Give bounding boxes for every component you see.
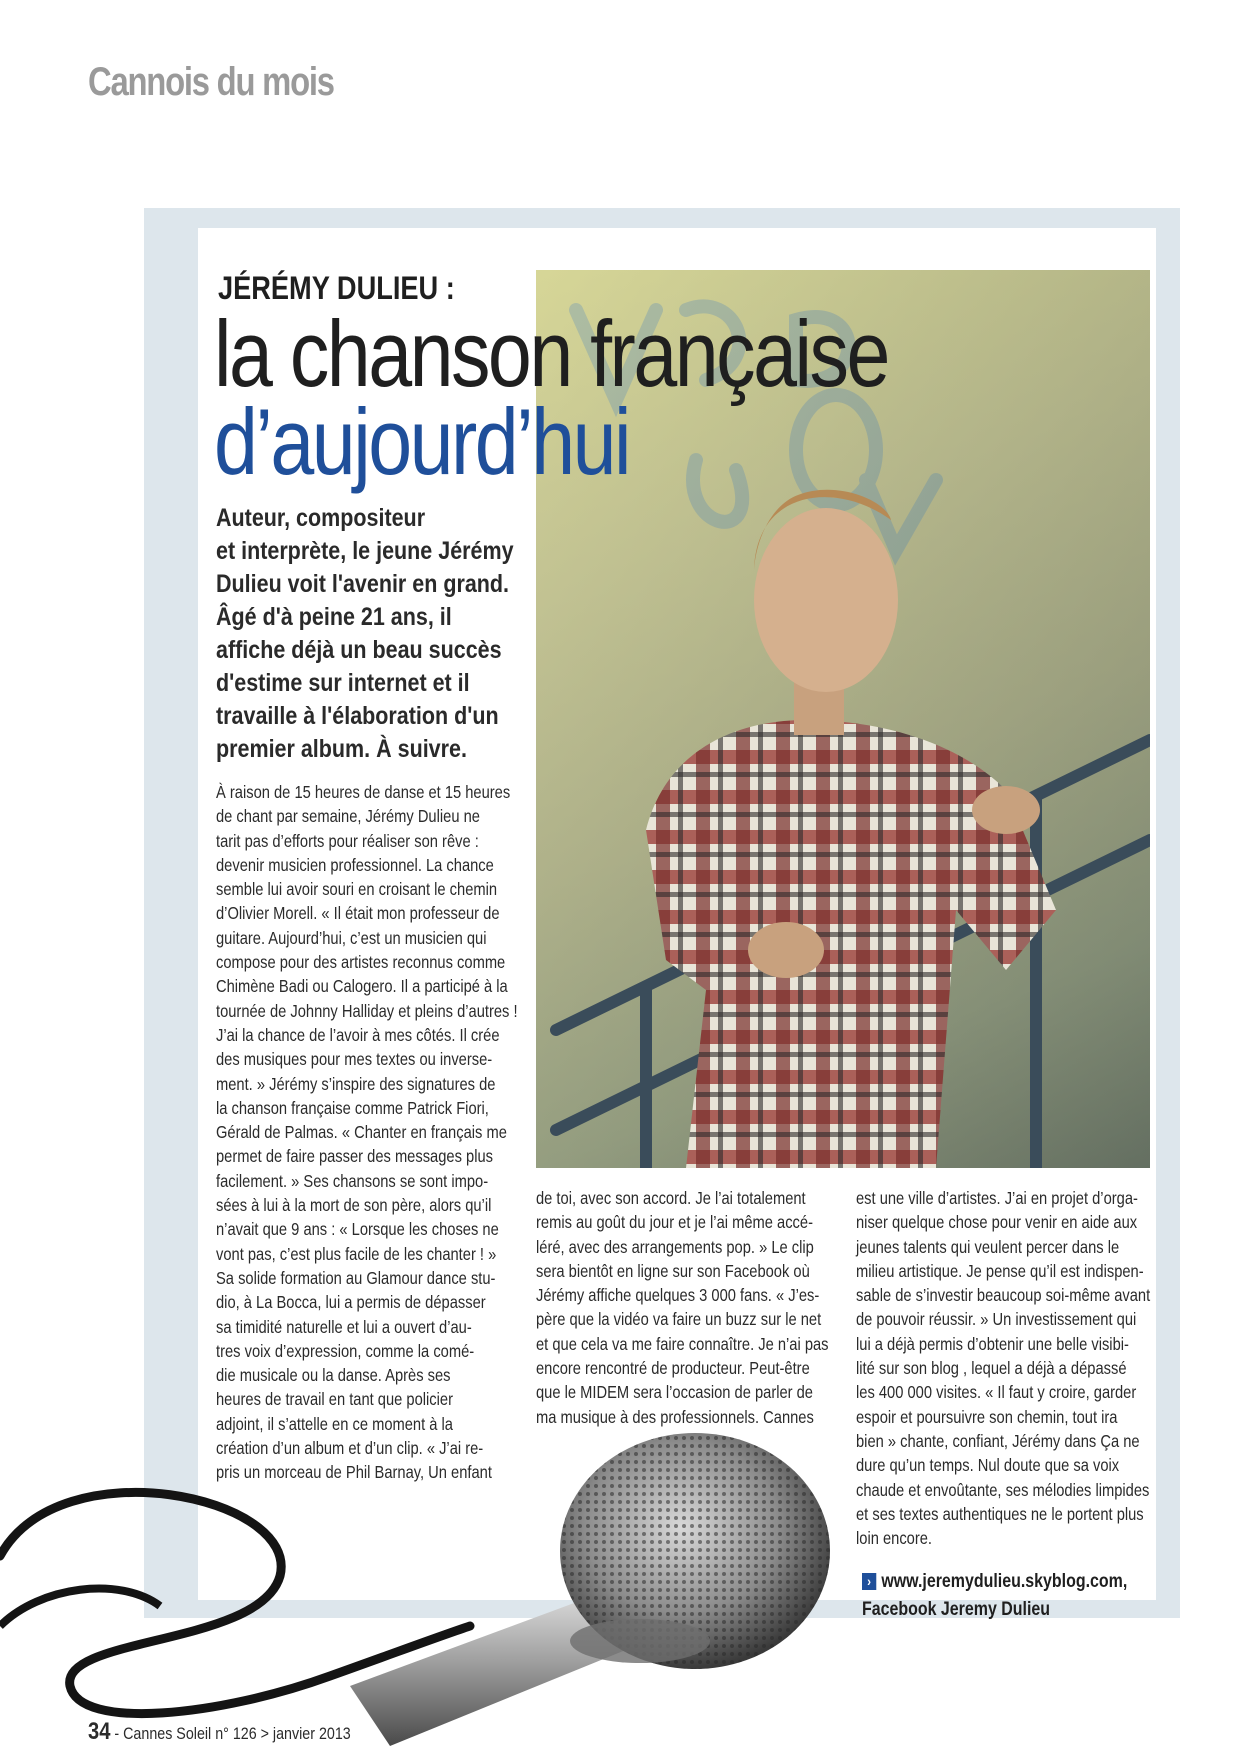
body-line: jeunes talents qui veulent percer dans le: [856, 1236, 1120, 1257]
body-line: et ses textes authentiques ne le portent plus: [856, 1503, 1144, 1524]
body-line: guitare. Aujourd’hui, c’est un musicien qui: [216, 927, 487, 948]
body-line: de toi, avec son accord. Je l’ai totalement: [536, 1188, 806, 1208]
body-line: niser quelque chose pour venir en aide aux: [856, 1212, 1138, 1233]
body-line: que le MIDEM sera l’occasion de parler de: [536, 1382, 813, 1403]
body-line: semble lui avoir souri en croisant le chemin: [216, 879, 498, 900]
lead-line: Âgé d'à peine 21 ans, il: [216, 603, 452, 631]
body-column-1: [216, 780, 516, 1485]
body-line: encore rencontré de producteur. Peut-être: [536, 1358, 810, 1379]
body-line: compose pour des artistes reconnus comme: [216, 952, 506, 973]
body-line: de pouvoir réussir. » Un investissement qui: [856, 1309, 1137, 1330]
body-line: création d’un album et d’un clip. « J’ai re-: [216, 1438, 484, 1459]
website-line: [862, 1568, 1127, 1596]
body-line: d’Olivier Morell. « Il était mon professeur de: [216, 903, 500, 924]
body-line: et que cela va me faire connaître. Je n’ai pas: [536, 1333, 829, 1354]
article-kicker: JÉRÉMY DULIEU :: [218, 270, 455, 306]
lead-line: premier album. À suivre.: [216, 735, 467, 763]
body-line: dure qu’un temps. Nul doute que sa voix: [856, 1455, 1120, 1476]
body-line: permet de faire passer des messages plus: [216, 1146, 493, 1167]
body-line: les 400 000 visites. « Il faut y croire, garder: [856, 1382, 1137, 1403]
body-line: facilement. » Ses chansons se sont impo-: [216, 1170, 489, 1191]
website-link[interactable]: www.jeremydulieu.skyblog.com,: [881, 1571, 1128, 1592]
body-line: n’avait que 9 ans : « Lorsque les choses ne: [216, 1219, 499, 1240]
body-line: J’ai la chance de l’avoir à mes côtés. Il crée: [216, 1024, 500, 1045]
page-footer: [88, 1718, 351, 1746]
body-line: des musiques pour mes textes ou inverse-: [216, 1049, 493, 1070]
headline-line-2: d’aujourd’hui: [214, 389, 630, 494]
lead-line: affiche déjà un beau succès: [216, 636, 502, 664]
body-line: lité sur son blog , lequel a déjà a dépassé: [856, 1358, 1127, 1379]
body-line: heures de travail en tant que policier: [216, 1389, 453, 1410]
body-line: ma musique à des professionnels. Cannes: [536, 1406, 814, 1427]
lead-line: travaille à l'élaboration d'un: [216, 702, 499, 730]
body-line: espoir et poursuivre son chemin, tout ira: [856, 1406, 1118, 1427]
body-line: dio, à La Bocca, lui a permis de dépasser: [216, 1292, 486, 1313]
body-line: remis au goût du jour et je l’ai même accé-: [536, 1212, 813, 1233]
lead-line: Dulieu voit l'avenir en grand.: [216, 570, 510, 598]
body-line: À raison de 15 heures de danse et 15 heures: [216, 782, 511, 802]
body-line: tarit pas d’efforts pour réaliser son rêve :: [216, 830, 479, 851]
headline-line-1: la chanson française: [214, 301, 888, 406]
body-line: pris un morceau de Phil Barnay, Un enfant: [216, 1462, 492, 1483]
body-line: Jérémy affiche quelques 3 000 fans. « J’es-: [536, 1285, 820, 1306]
body-line: la chanson française comme Patrick Fiori,: [216, 1097, 489, 1118]
body-line: léré, avec des arrangements pop. » Le clip: [536, 1236, 814, 1257]
body-line: Chimène Badi ou Calogero. Il a participé à la: [216, 976, 508, 997]
body-line: sera bientôt en ligne sur son Facebook où: [536, 1260, 810, 1281]
microphone-illustration: [0, 1386, 840, 1754]
body-line: père que la vidéo va faire un buzz sur le net: [536, 1309, 822, 1330]
facebook-link[interactable]: Facebook Jeremy Dulieu: [862, 1599, 1051, 1620]
lead-line: d'estime sur internet et il: [216, 669, 470, 697]
body-line: Gérald de Palmas. « Chanter en français me: [216, 1122, 507, 1143]
body-line: loin encore.: [856, 1528, 933, 1549]
body-line: chaude et envoûtante, ses mélodies limpides: [856, 1479, 1150, 1500]
page-number: 34: [88, 1718, 111, 1745]
body-line: tres voix d’expression, comme la comé-: [216, 1340, 475, 1361]
body-line: est une ville d’artistes. J’ai en projet d’orga-: [856, 1188, 1138, 1208]
lead-line: Auteur, compositeur: [216, 504, 426, 532]
body-line: ment. » Jérémy s’inspire des signatures de: [216, 1073, 496, 1094]
body-line: vont pas, c’est plus facile de les chanter ! »: [216, 1243, 497, 1264]
body-line: devenir musicien professionnel. La chance: [216, 854, 494, 875]
body-line: sable de s’investir beaucoup soi-même avant: [856, 1285, 1151, 1306]
body-line: de chant par semaine, Jérémy Dulieu ne: [216, 806, 480, 827]
body-line: bien » chante, confiant, Jérémy dans Ça ne: [856, 1430, 1140, 1451]
body-line: adjoint, il s’attelle en ce moment à la: [216, 1413, 453, 1434]
section-label: Cannois du mois: [88, 60, 334, 104]
footer-text: - Cannes Soleil n° 126 > janvier 2013: [110, 1724, 351, 1743]
website-link-block: [862, 1568, 1178, 1624]
lead-line: et interprète, le jeune Jérémy: [216, 537, 514, 565]
body-column-3: [856, 1186, 1156, 1550]
body-line: lui a déjà permis d’obtenir une belle visibi-: [856, 1333, 1129, 1354]
body-line: tournée de Johnny Halliday et pleins d’autres !: [216, 1000, 518, 1021]
lead-paragraph: [216, 502, 596, 766]
body-line: Sa solide formation au Glamour dance stu-: [216, 1267, 496, 1288]
body-line: sa timidité naturelle et lui a ouvert d’au-: [216, 1316, 472, 1337]
body-line: die musicale ou la danse. Après ses: [216, 1365, 451, 1386]
chevron-right-icon: ›: [862, 1573, 876, 1590]
body-line: sées à lui à la mort de son père, alors qu’il: [216, 1195, 492, 1216]
body-line: milieu artistique. Je pense qu’il est indispen-: [856, 1260, 1144, 1281]
